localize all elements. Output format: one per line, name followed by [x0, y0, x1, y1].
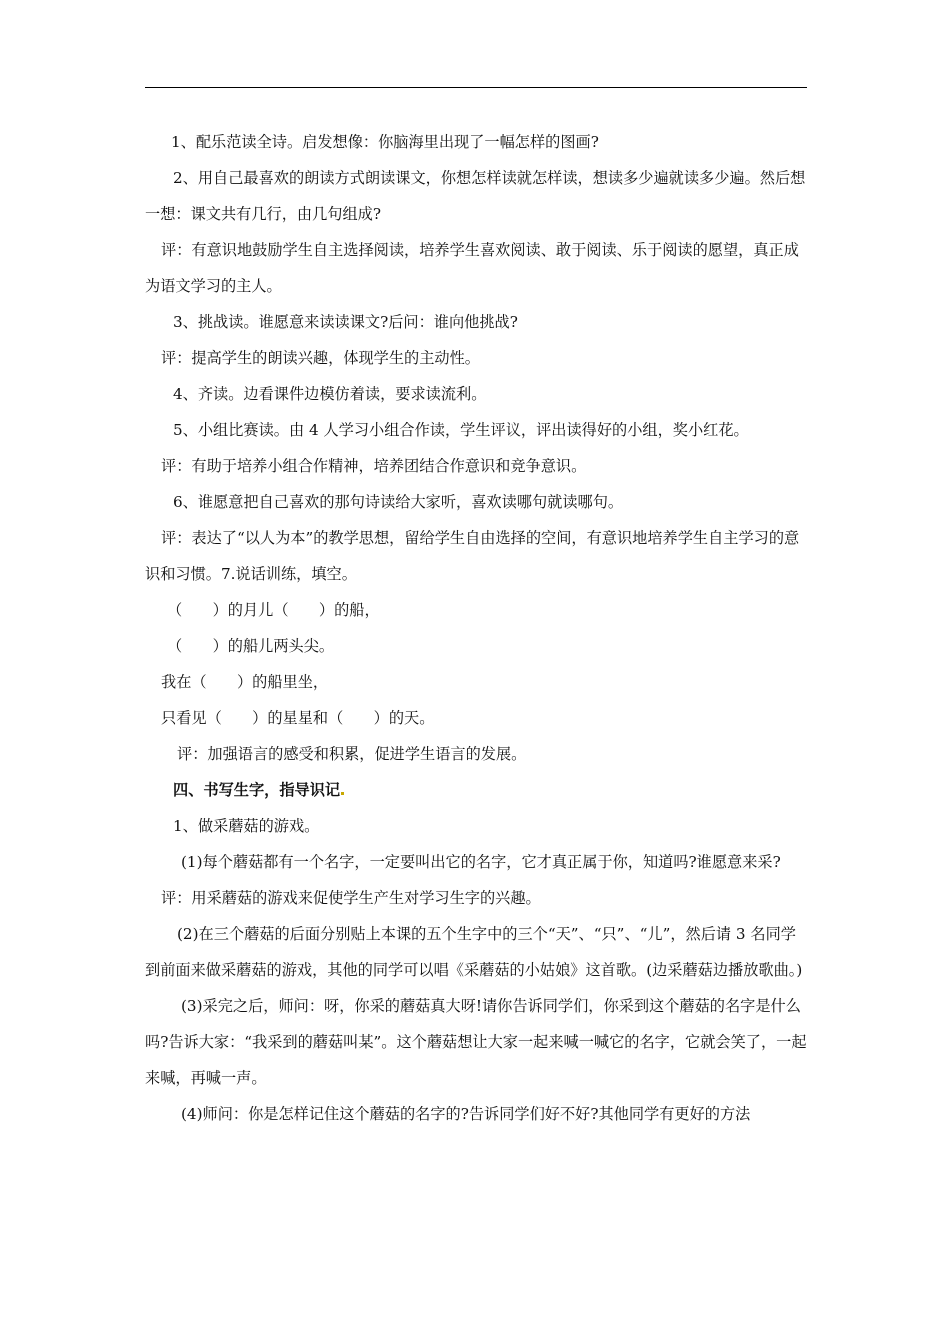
marker-dot	[341, 792, 344, 795]
section-heading	[145, 772, 810, 808]
comment-paragraph: 评：有助于培养小组合作精神，培养团结合作意识和竞争意识。	[161, 457, 587, 475]
paragraph: 4、齐读。边看课件边模仿着读，要求读流利。	[173, 385, 487, 403]
fill-blank-line: （ ）的船儿两头尖。	[167, 637, 335, 655]
document-body	[145, 124, 810, 1132]
paragraph: 1、配乐范读全诗。启发想像：你脑海里出现了一幅怎样的图画?	[171, 133, 599, 151]
fill-blank-line: 只看见（ ）的星星和（ ）的天。	[161, 709, 435, 727]
comment-paragraph: 评：用采蘑菇的游戏来促使学生产生对学习生字的兴趣。	[161, 889, 541, 907]
paragraph: 3、挑战读。谁愿意来读读课文?后问：谁向他挑战?	[173, 313, 518, 331]
comment-paragraph: 评：表达了“以人为本”的教学思想，留给学生自由选择的空间，有意识地培养学生自主学习的意识和习惯。7.说话训练，填空。	[145, 529, 800, 583]
paragraph: (1)每个蘑菇都有一个名字，一定要叫出它的名字，它才真正属于你，知道吗?谁愿意来采?	[181, 853, 781, 871]
paragraph: (4)师问：你是怎样记住这个蘑菇的名字的?告诉同学们好不好?其他同学有更好的方法	[181, 1105, 751, 1123]
comment-paragraph: 评：提高学生的朗读兴趣，体现学生的主动性。	[161, 349, 480, 367]
fill-blank-line: 我在（ ）的船里坐，	[161, 673, 329, 691]
paragraph: 1、做采蘑菇的游戏。	[173, 817, 320, 835]
paragraph: (2)在三个蘑菇的后面分别贴上本课的五个生字中的三个“天”、“只”、“儿”，然后请 3 名同学到前面来做采蘑菇的游戏，其他的同学可以唱《采蘑菇的小姑娘》这首歌。(边采蘑菇边播放歌曲。)	[145, 925, 803, 979]
header-rule	[145, 87, 807, 88]
paragraph: 2、用自己最喜欢的朗读方式朗读课文，你想怎样读就怎样读，想读多少遍就读多少遍。然后想一想：课文共有几行，由几句组成?	[145, 169, 806, 223]
paragraph: 评：有意识地鼓励学生自主选择阅读，培养学生喜欢阅读、敢于阅读、乐于阅读的愿望，真正成为语文学习的主人。	[145, 241, 799, 295]
paragraph: (3)采完之后，师问：呀，你采的蘑菇真大呀!请你告诉同学们，你采到这个蘑菇的名字是什么吗?告诉大家：“我采到的蘑菇叫某”。这个蘑菇想让大家一起来喊一喊它的名字，它就会笑了，一起来喊，再喊一声。	[145, 997, 807, 1087]
fill-blank-line: （ ）的月儿（ ）的船，	[167, 601, 380, 619]
comment-paragraph: 评：加强语言的感受和积累，促进学生语言的发展。	[177, 745, 527, 763]
section-heading-text: 四、书写生字，指导识记	[173, 781, 341, 799]
paragraph: 6、谁愿意把自己喜欢的那句诗读给大家听，喜欢读哪句就读哪句。	[173, 493, 624, 511]
paragraph: 5、小组比赛读。由 4 人学习小组合作读，学生评议，评出读得好的小组，奖小红花。	[173, 421, 749, 439]
